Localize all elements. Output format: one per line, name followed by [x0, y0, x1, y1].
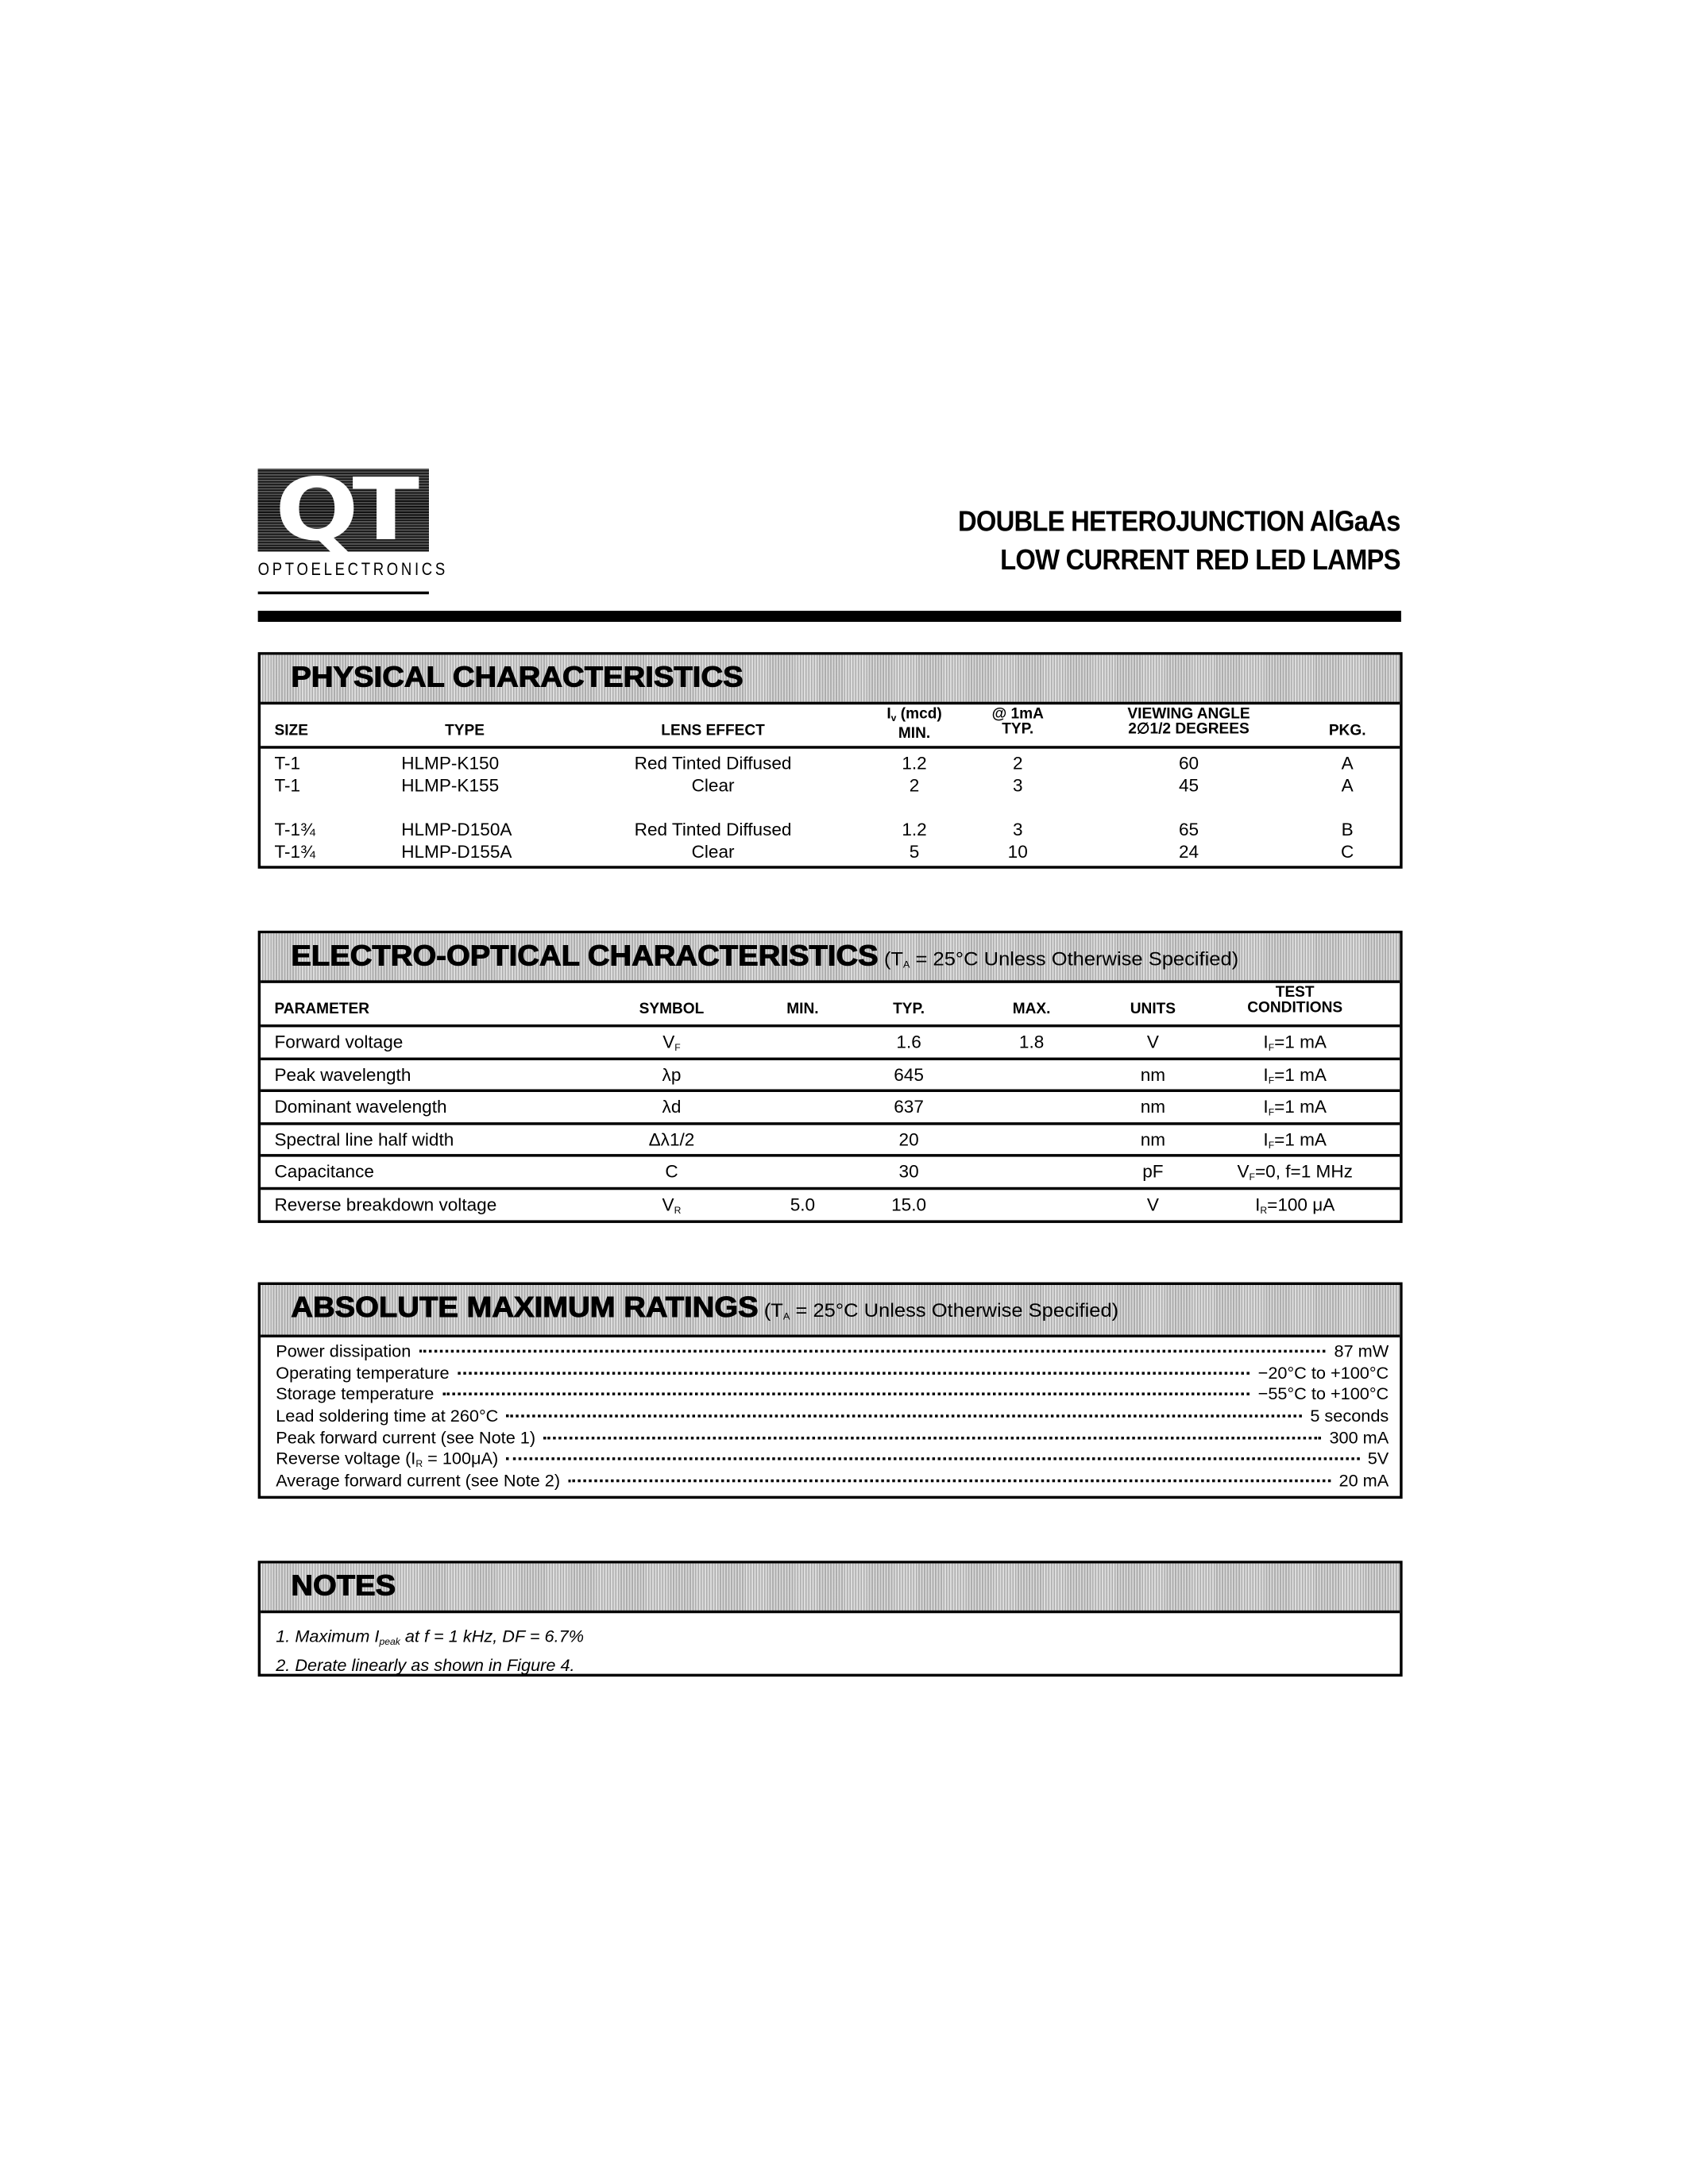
col-header-type: TYPE [445, 722, 485, 739]
title-line-2: LOW CURRENT RED LED LAMPS [999, 544, 1400, 577]
rating-row [276, 1428, 1389, 1449]
section-title: PHYSICAL CHARACTERISTICS [291, 662, 744, 694]
label-text: Average forward current (see Note 2) [276, 1471, 561, 1491]
rating-label [276, 1472, 560, 1493]
cell-typ: 3 [1012, 819, 1023, 840]
cell-angle: 24 [1178, 841, 1199, 862]
cell-units: nm [1140, 1096, 1166, 1117]
col-header-iv [886, 705, 942, 743]
cell-symbol [665, 1161, 678, 1183]
cell-size: T-1¾ [274, 819, 315, 840]
rating-value: 5 seconds [1310, 1406, 1389, 1426]
cond-a: (T [758, 1298, 783, 1322]
cell-parameter: Peak wavelength [274, 1063, 411, 1085]
cell-parameter: Capacitance [274, 1161, 374, 1183]
rating-value: 300 mA [1329, 1428, 1389, 1448]
test-symbol: I [1263, 1063, 1269, 1085]
title-text: ABSOLUTE MAXIMUM RATINGS [291, 1291, 759, 1324]
logo-subtitle: OPTOELECTRONICS [257, 558, 448, 580]
cond-sub: A [902, 961, 910, 971]
divider [261, 1024, 1400, 1027]
rating-row [276, 1385, 1389, 1406]
cell-symbol [662, 1194, 682, 1216]
table-row [261, 753, 1400, 775]
cell-lens: Clear [691, 841, 735, 862]
iv-unit: (mcd) [896, 705, 942, 723]
test-sub: F [1268, 1109, 1275, 1119]
cell-angle: 65 [1178, 819, 1199, 840]
electro-optical-section [258, 931, 1403, 1223]
cell-typ: 645 [894, 1063, 924, 1085]
col-header-pkg: PKG. [1328, 722, 1366, 739]
test-value: =100 μA [1267, 1194, 1335, 1215]
cell-type: HLMP-D150A [401, 819, 512, 840]
cell-test-condition [1263, 1097, 1327, 1119]
rating-value: 87 mW [1334, 1341, 1389, 1361]
cell-symbol [662, 1097, 682, 1119]
test-symbol: I [1255, 1194, 1261, 1215]
section-title [291, 940, 1238, 974]
table-row [261, 1194, 1400, 1218]
col-header-max: MAX. [1012, 1001, 1051, 1018]
cell-units: nm [1140, 1063, 1166, 1085]
test-symbol: I [1263, 1129, 1269, 1150]
cell-lens: Red Tinted Diffused [634, 819, 792, 840]
cell-pkg: A [1341, 774, 1354, 796]
dot-leader [568, 1480, 1331, 1482]
section-conditions [879, 947, 1238, 970]
col-header-typ: TYP. [893, 1001, 925, 1018]
test-sub: R [1260, 1206, 1268, 1217]
header-rule [258, 611, 1401, 622]
cell-min: 1.2 [902, 752, 927, 774]
at-label: @ 1mA [991, 705, 1044, 723]
view-bottom: 2∅1/2 DEGREES [1128, 720, 1250, 738]
iv-sub: v [890, 714, 897, 724]
dot-leader [442, 1393, 1250, 1395]
label-text: Operating temperature [276, 1363, 450, 1383]
divider [261, 1057, 1400, 1059]
iv-min: MIN. [898, 725, 931, 743]
cond-sub: A [782, 1312, 790, 1322]
section-header [261, 1564, 1400, 1613]
cell-units: V [1146, 1031, 1159, 1052]
cell-min: 1.2 [902, 819, 927, 840]
table-row [261, 1097, 1400, 1121]
cell-type: HLMP-K150 [401, 752, 500, 774]
test-value: =1 mA [1274, 1129, 1327, 1150]
cell-parameter: Spectral line half width [274, 1129, 454, 1150]
test-value: =1 mA [1274, 1063, 1327, 1085]
symbol-text: Δλ1/2 [648, 1129, 695, 1150]
note-1-b: at f = 1 kHz, DF = 6.7% [400, 1626, 585, 1646]
cell-test-condition [1255, 1194, 1335, 1216]
symbol-text: C [665, 1161, 678, 1183]
col-header-lens: LENS EFFECT [661, 722, 765, 739]
table-row [261, 1032, 1400, 1056]
notes-section [258, 1561, 1403, 1677]
cell-size: T-1¾ [274, 841, 315, 862]
rating-value: −20°C to +100°C [1257, 1363, 1389, 1383]
label-text: Power dissipation [276, 1341, 411, 1361]
cell-typ: 10 [1007, 841, 1028, 862]
typ-label: TYP. [1002, 720, 1034, 738]
rating-label [276, 1428, 535, 1449]
table-row [261, 1064, 1400, 1089]
cell-pkg: C [1341, 841, 1354, 862]
cell-parameter: Forward voltage [274, 1031, 404, 1052]
test-bottom: CONDITIONS [1247, 999, 1343, 1017]
divider [261, 1090, 1400, 1092]
divider [261, 1122, 1400, 1125]
symbol-sub: R [674, 1206, 682, 1217]
col-header-viewing-angle [1127, 705, 1250, 738]
divider [261, 746, 1400, 748]
test-sub: F [1268, 1076, 1275, 1086]
cell-max: 1.8 [1018, 1031, 1045, 1052]
dot-leader [544, 1437, 1322, 1439]
rating-row [276, 1341, 1389, 1363]
cond-a: (T [878, 947, 903, 970]
divider [261, 1155, 1400, 1157]
col-header-symbol: SYMBOL [639, 1001, 705, 1018]
cell-parameter: Dominant wavelength [274, 1096, 447, 1117]
dot-leader [507, 1414, 1302, 1417]
cell-pkg: A [1341, 752, 1354, 774]
section-title: NOTES [291, 1570, 396, 1603]
cell-lens: Red Tinted Diffused [634, 752, 792, 774]
dot-leader [419, 1350, 1326, 1352]
test-sub: F [1249, 1174, 1255, 1184]
cell-min: 2 [909, 774, 920, 796]
col-header-typ [991, 705, 1044, 738]
rating-label [276, 1406, 498, 1428]
symbol-sub: F [674, 1044, 681, 1054]
cell-typ: 2 [1012, 752, 1023, 774]
physical-characteristics-section [258, 652, 1403, 869]
absolute-maximum-ratings-section [258, 1283, 1403, 1499]
symbol-text: V [662, 1031, 675, 1052]
table-row [261, 1161, 1400, 1186]
cell-test-condition [1263, 1064, 1327, 1086]
cell-min: 5 [909, 841, 920, 862]
symbol-text: V [662, 1194, 674, 1215]
test-symbol: I [1263, 1096, 1269, 1117]
cell-angle: 60 [1178, 752, 1199, 774]
logo-underline [258, 592, 429, 594]
test-sub: F [1268, 1044, 1275, 1054]
cell-test-condition [1263, 1129, 1327, 1152]
cell-type: HLMP-K155 [401, 774, 500, 796]
section-header [261, 1285, 1400, 1337]
section-conditions [759, 1298, 1118, 1321]
cell-typ: 15.0 [891, 1194, 927, 1215]
table-row [261, 775, 1400, 797]
rating-value: 20 mA [1338, 1471, 1389, 1491]
symbol-text: λp [662, 1063, 682, 1085]
cell-test-condition [1237, 1161, 1352, 1183]
cell-test-condition [1263, 1032, 1327, 1054]
notes-list [261, 1613, 1400, 1677]
dot-leader [507, 1458, 1360, 1461]
divider [261, 1187, 1400, 1190]
cell-parameter: Reverse breakdown voltage [274, 1194, 497, 1215]
note-1-sub: peak [379, 1638, 400, 1648]
label-rest: = 100μA) [423, 1449, 499, 1469]
cell-units: pF [1142, 1161, 1164, 1183]
cell-symbol [662, 1032, 680, 1054]
logo-mark: QT [274, 459, 413, 560]
col-header-size: SIZE [274, 722, 308, 739]
cond-b: = 25°C Unless Otherwise Specified) [790, 1298, 1119, 1322]
section-header [261, 933, 1400, 982]
rating-label [276, 1341, 411, 1363]
test-symbol: I [1263, 1031, 1269, 1052]
cell-typ: 637 [894, 1096, 924, 1117]
cell-units: V [1146, 1194, 1159, 1215]
rating-row [276, 1472, 1389, 1493]
title-line-1: DOUBLE HETEROJUNCTION AlGaAs [957, 506, 1400, 538]
symbol-text: λd [662, 1096, 682, 1117]
title-text: ELECTRO-OPTICAL CHARACTERISTICS [291, 940, 879, 972]
note-2: 2. Derate linearly as shown in Figure 4. [276, 1656, 575, 1676]
cell-angle: 45 [1178, 774, 1199, 796]
test-value: =1 mA [1274, 1096, 1327, 1117]
col-header-test-conditions [1247, 986, 1342, 1016]
test-symbol: V [1237, 1161, 1250, 1183]
test-top: TEST [1275, 984, 1315, 1001]
cell-size: T-1 [274, 752, 301, 774]
test-sub: F [1268, 1141, 1275, 1152]
note-1-a: 1. Maximum I [276, 1626, 380, 1646]
view-top: VIEWING ANGLE [1127, 705, 1250, 723]
label-text: Lead soldering time at 260°C [276, 1406, 499, 1426]
rating-label [276, 1363, 449, 1384]
cell-type: HLMP-D155A [401, 841, 512, 862]
col-header-min: MIN. [786, 1001, 819, 1018]
rating-value: −55°C to +100°C [1257, 1384, 1389, 1405]
cell-units: nm [1140, 1129, 1166, 1150]
cell-lens: Clear [691, 774, 735, 796]
cell-typ: 3 [1012, 774, 1023, 796]
cell-symbol [662, 1064, 682, 1086]
cond-b: = 25°C Unless Otherwise Specified) [910, 947, 1239, 970]
label-text: Peak forward current (see Note 1) [276, 1428, 536, 1448]
cell-size: T-1 [274, 774, 301, 796]
label-sub: R [415, 1461, 423, 1471]
dot-leader [458, 1372, 1250, 1374]
rating-row [276, 1449, 1389, 1471]
cell-symbol [649, 1129, 695, 1152]
label-text: Storage temperature [276, 1384, 435, 1405]
label-text: Reverse voltage (I [276, 1449, 416, 1469]
col-header-units: UNITS [1130, 1001, 1176, 1018]
test-value: =0, f=1 MHz [1254, 1161, 1353, 1183]
iv-symbol: I [886, 705, 891, 723]
cell-min: 5.0 [790, 1194, 816, 1215]
cell-pkg: B [1341, 819, 1354, 840]
test-value: =1 mA [1274, 1031, 1327, 1052]
col-header-parameter: PARAMETER [274, 1001, 370, 1018]
qt-logo [258, 459, 429, 560]
rating-row [276, 1363, 1389, 1384]
table-row [261, 1129, 1400, 1154]
section-title [291, 1292, 1118, 1325]
cell-typ: 30 [898, 1161, 919, 1183]
table-row [261, 841, 1400, 863]
section-header [261, 655, 1400, 704]
cell-typ: 1.6 [896, 1031, 921, 1052]
rating-row [276, 1406, 1389, 1428]
table-row [261, 819, 1400, 841]
rating-value: 5V [1367, 1449, 1389, 1469]
cell-typ: 20 [898, 1129, 919, 1150]
note-1 [276, 1626, 1400, 1654]
rating-label [276, 1385, 434, 1406]
